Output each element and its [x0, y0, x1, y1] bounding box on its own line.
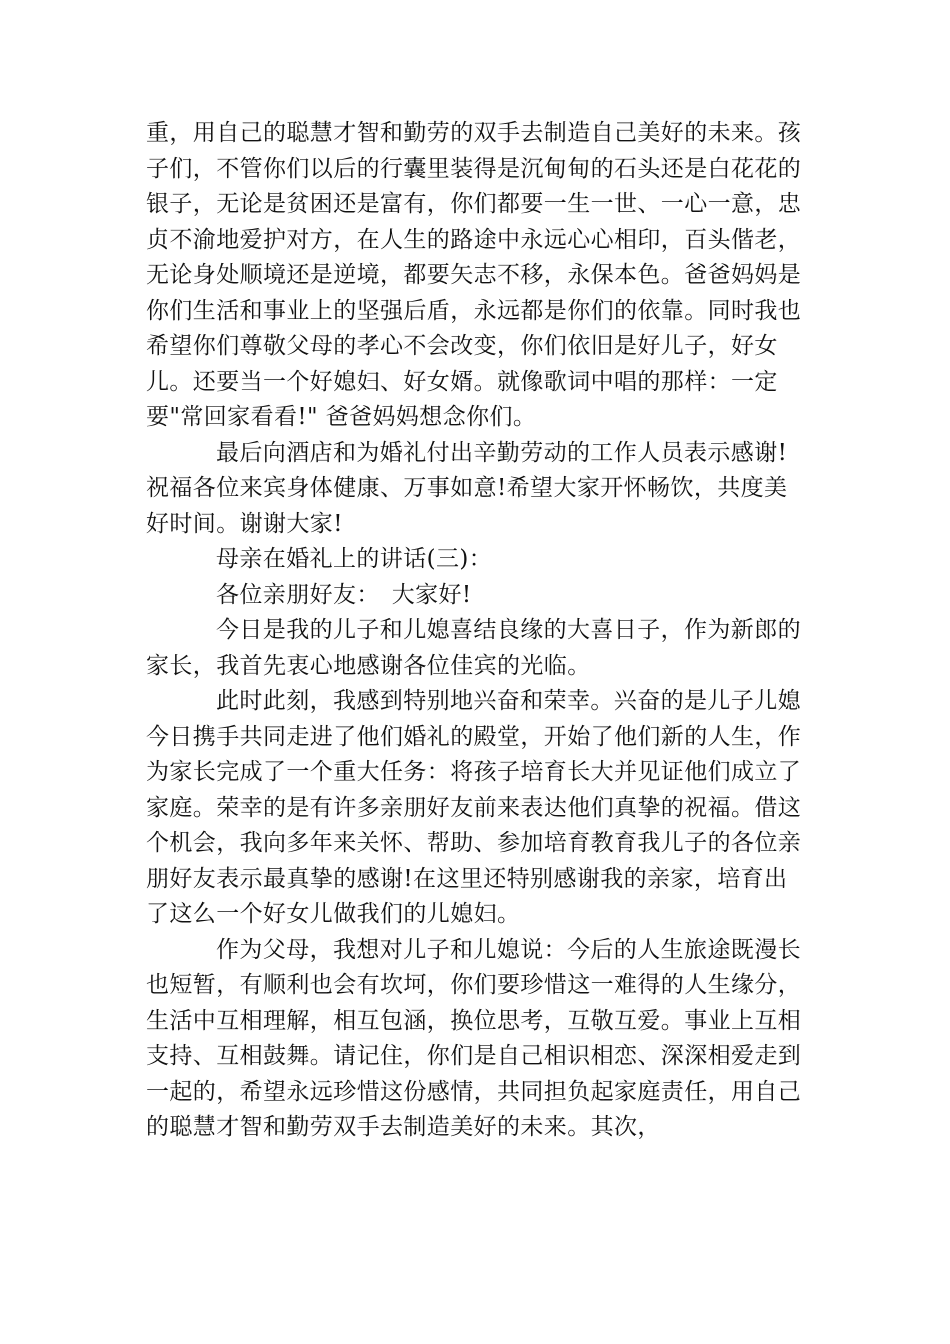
- document-body: [146, 116, 808, 1146]
- paragraph: 今日是我的儿子和儿媳喜结良缘的大喜日子，作为新郎的家长，我首先衷心地感谢各位佳宾的光临。: [146, 617, 801, 679]
- section-heading: 母亲在婚礼上的讲话(三)：: [216, 546, 493, 572]
- paragraph: 作为父母，我想对儿子和儿媳说：今后的人生旅途既漫长也短暂，有顺利也会有坎坷，你们要珍惜这一难得的人生缘分，生活中互相理解，相互包涵，换位思考，互敬互爱。事业上互相支持、互相鼓舞。请记住，你们是自己相识相恋、深深相爱走到一起的，希望永远珍惜这份感情，共同担负起家庭责任，用自己的聪慧才智和勤劳双手去制造美好的未来。其次，: [146, 936, 802, 1140]
- salutation: 各位亲朋好友： 大家好!: [216, 581, 472, 608]
- paragraph: 最后向酒店和为婚礼付出辛勤劳动的工作人员表示感谢!祝福各位来宾身体健康、万事如意!希望大家开怀畅饮，共度美好时间。谢谢大家!: [146, 439, 788, 537]
- paragraph: 重，用自己的聪慧才智和勤劳的双手去制造自己美好的未来。孩子们，不管你们以后的行囊里装得是沉甸甸的石头还是白花花的银子，无论是贫困还是富有，你们都要一生一世、一心一意，忠贞不渝地爱护对方，在人生的路途中永远心心相印，百头偕老，无论身处顺境还是逆境，都要矢志不移，永保本色。爸爸妈妈是你们生活和事业上的坚强后盾，永远都是你们的依靠。同时我也希望你们尊敬父母的孝心不会改变，你们依旧是好儿子，好女儿。还要当一个好媳妇、好女婿。就像歌词中唱的那样：一定要"常回家看看!" 爸爸妈妈想念你们。: [146, 120, 802, 430]
- paragraph: 此时此刻，我感到特别地兴奋和荣幸。兴奋的是儿子儿媳今日携手共同走进了他们婚礼的殿堂，开始了他们新的人生，作为家长完成了一个重大任务：将孩子培育长大并见证他们成立了家庭。荣幸的是有许多亲朋好友前来表达他们真挚的祝福。借这个机会，我向多年来关怀、帮助、参加培育教育我儿子的各位亲朋好友表示最真挚的感谢!在这里还特别感谢我的亲家，培育出了这么一个好女儿做我们的儿媳妇。: [146, 688, 802, 927]
